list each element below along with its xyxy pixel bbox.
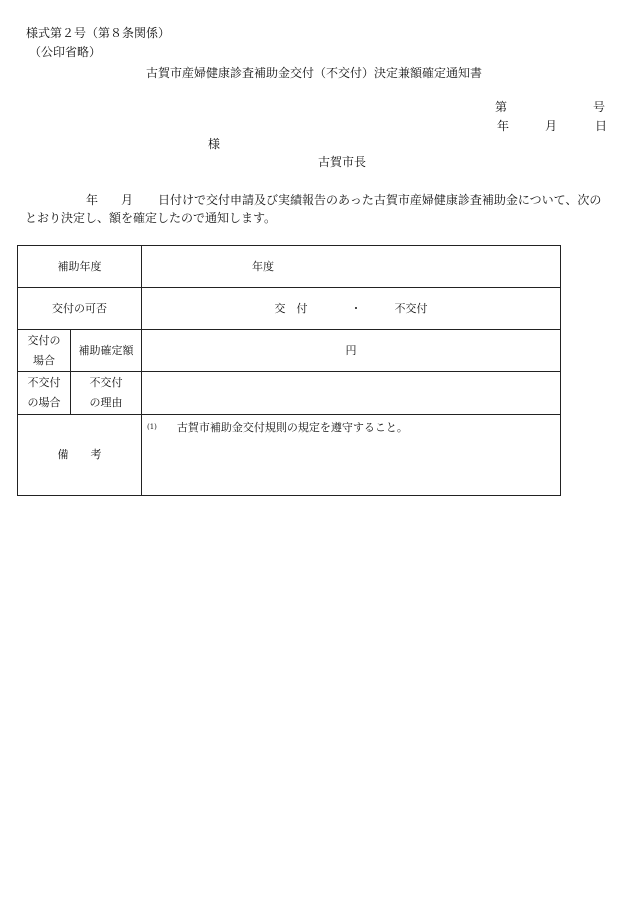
row-nogrant-case (18, 372, 561, 414)
grant-option-no: 不交付 (394, 301, 428, 315)
row-grant-decision (18, 288, 561, 330)
remarks-label: 備 考 (18, 414, 142, 495)
nogrant-reason-label-line2: の理由 (89, 396, 123, 410)
doc-number-go: 号 (593, 100, 606, 114)
subsidy-year-value: 年度 (142, 246, 561, 288)
recipient-honorific: 様 (208, 137, 221, 151)
confirmed-amount-label: 補助確定額 (71, 330, 142, 372)
doc-number-dai: 第 (495, 100, 508, 114)
row-remarks (18, 414, 561, 495)
subsidy-year-label: 補助年度 (18, 246, 142, 288)
grant-option-separator: ・ (350, 301, 362, 315)
body-year-label: 年 (86, 193, 99, 207)
nogrant-reason-label (71, 372, 142, 414)
grant-case-label-line1: 交付の (27, 333, 61, 347)
nogrant-reason-value (142, 372, 561, 414)
remarks-item-text: 古賀市補助金交付規則の規定を遵守すること。 (176, 420, 408, 434)
row-grant-case (18, 330, 561, 372)
confirmed-amount-unit: 円 (142, 330, 561, 372)
grant-decision-label: 交付の可否 (18, 288, 142, 330)
grant-case-label (18, 330, 71, 372)
grant-case-label-line2: 場合 (33, 353, 55, 367)
subsidy-notice-table (17, 245, 561, 496)
nogrant-reason-label-line1: 不交付 (89, 376, 123, 390)
sender-name: 古賀市長 (318, 155, 367, 169)
body-line1: 日付けで交付申請及び実績報告のあった古賀市産婦健康診査補助金について、次の (158, 193, 602, 207)
body-month-label: 月 (121, 193, 134, 207)
body-line2: とおり決定し、額を確定したので通知します。 (25, 211, 277, 225)
form-number: 様式第２号（第８条関係） (26, 26, 171, 40)
seal-note: （公印省略） (29, 45, 102, 59)
remarks-item-number: (1) (147, 422, 157, 431)
row-subsidy-year (18, 246, 561, 288)
page-title: 古賀市産婦健康診査補助金交付（不交付）決定兼額確定通知書 (146, 66, 483, 80)
grant-decision-options (142, 288, 561, 330)
date-day-label: 日 (595, 119, 608, 133)
nogrant-case-label (18, 372, 71, 414)
grant-option-yes: 交 付 (274, 301, 308, 315)
nogrant-case-label-line1: 不交付 (27, 376, 61, 390)
date-year-label: 年 (497, 119, 510, 133)
remarks-content (142, 414, 561, 495)
date-month-label: 月 (545, 119, 558, 133)
nogrant-case-label-line2: の場合 (27, 396, 61, 410)
